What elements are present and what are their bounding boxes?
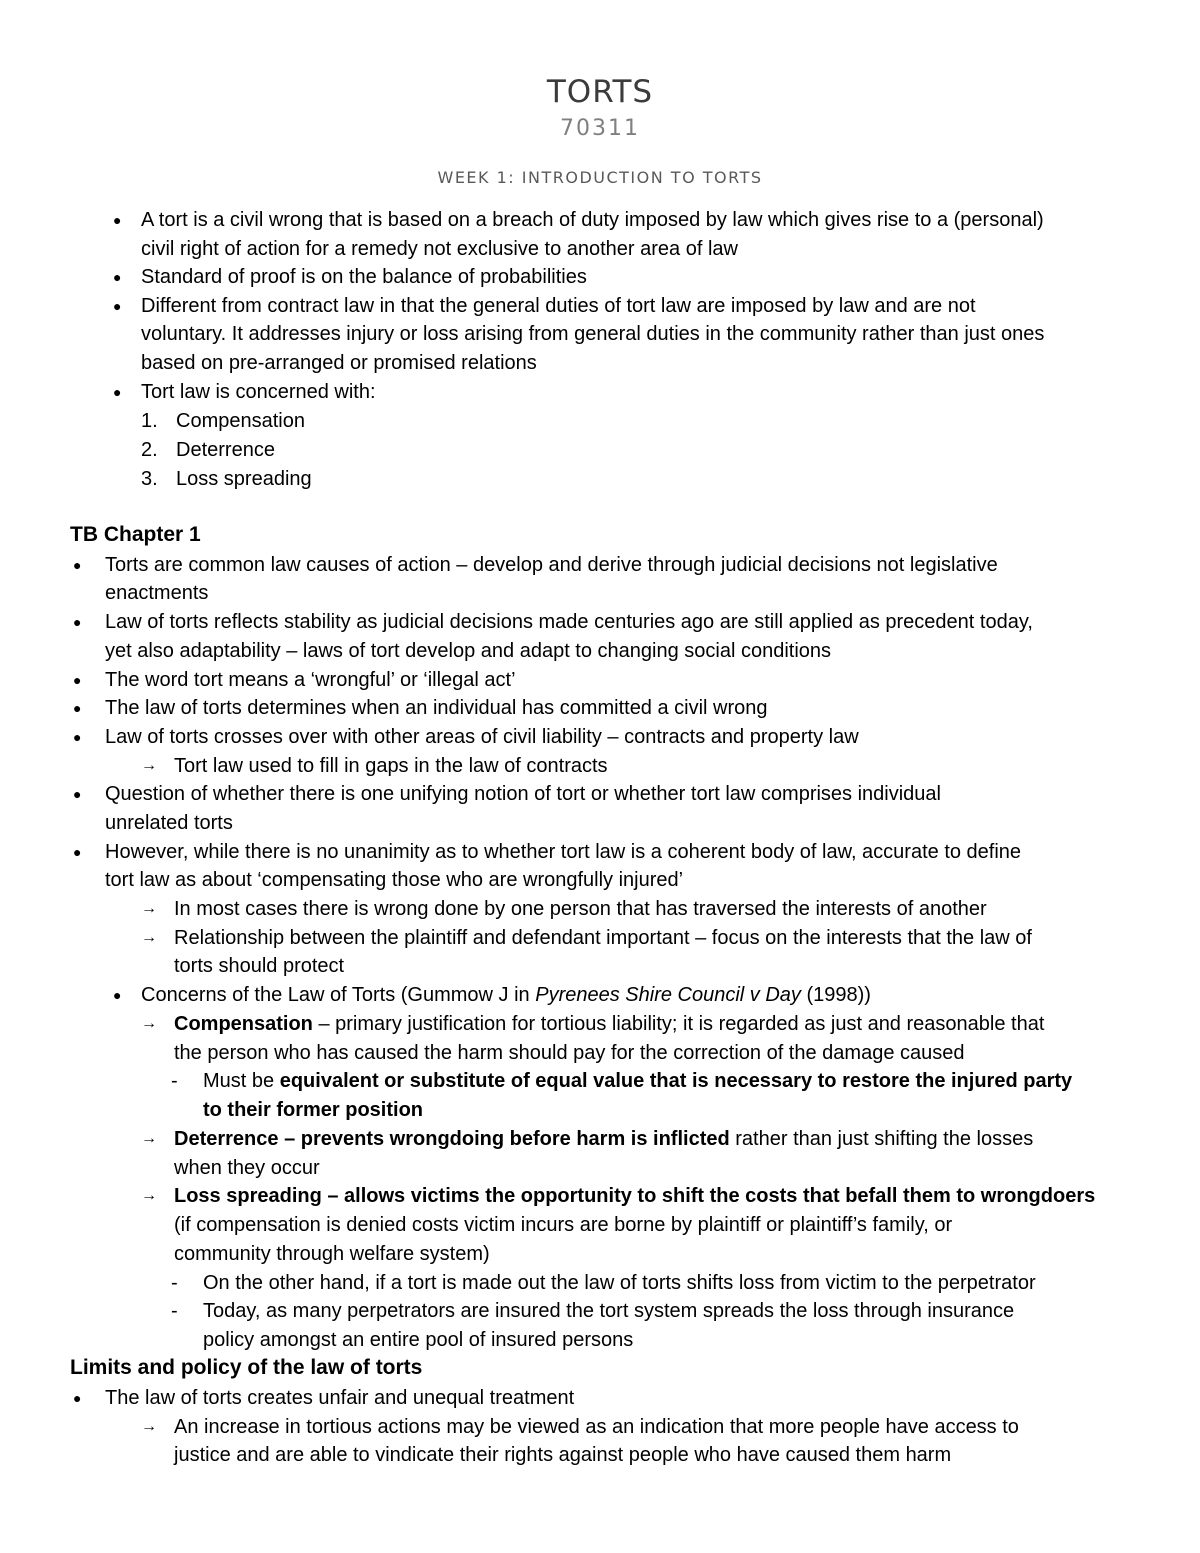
arrow-icon: →: [141, 1418, 157, 1435]
text-line: when they occur: [174, 1157, 320, 1179]
text-line: tort law as about ‘compensating those who are wrongfully injured’: [105, 869, 684, 891]
bold-term: Compensation: [174, 1013, 313, 1035]
text-line: A tort is a civil wrong that is based on a breach of duty imposed by law which gives rise to a (personal): [141, 209, 1044, 231]
text-line: the person who has caused the harm should pay for the correction of the damage caused: [174, 1042, 965, 1064]
course-code: 70311: [560, 116, 640, 141]
arrow-icon: →: [141, 900, 157, 917]
text-line: Today, as many perpetrators are insured the tort system spreads the loss through insurance: [203, 1300, 1015, 1322]
bold-text: to their former position: [203, 1099, 423, 1121]
text-line: The word tort means a ‘wrongful’ or ‘illegal act’: [105, 669, 516, 691]
list-number: 1.: [141, 410, 158, 432]
list-number: 3.: [141, 468, 158, 490]
arrow-icon: →: [141, 1015, 157, 1032]
bullet-icon: ●: [73, 672, 82, 688]
text-line: On the other hand, if a tort is made out the law of torts shifts loss from victim to the perpetrator: [203, 1272, 1036, 1294]
bold-text: equivalent or substitute of equal value that is necessary to restore the injured party: [279, 1070, 1073, 1092]
document-title: TORTS: [546, 74, 654, 110]
text-run: – primary justification for tortious liability; it is regarded as just and reasonable that: [312, 1013, 1045, 1035]
text-line: unrelated torts: [105, 812, 233, 834]
text-line: [203, 1069, 1072, 1093]
text-line: enactments: [105, 582, 209, 604]
list-item: Compensation: [176, 410, 305, 432]
text-line: [174, 1012, 1044, 1036]
bullet-icon: ●: [73, 729, 82, 745]
text-line: [174, 1127, 1033, 1151]
text-line: Standard of proof is on the balance of probabilities: [141, 266, 587, 288]
arrow-icon: →: [141, 1130, 157, 1147]
dash-icon: -: [171, 1272, 178, 1294]
week-heading: WEEK 1: INTRODUCTION TO TORTS: [437, 168, 763, 187]
text-run: rather than just shifting the losses: [729, 1128, 1034, 1150]
text-line: Tort law is concerned with:: [141, 381, 376, 403]
section-heading: Limits and policy of the law of torts: [70, 1356, 423, 1379]
text-line: (if compensation is denied costs victim incurs are borne by plaintiff or plaintiff’s family, or: [174, 1214, 953, 1236]
text-line: Law of torts reflects stability as judicial decisions made centuries ago are still applied as precedent today,: [105, 611, 1033, 633]
bold-text: Loss spreading – allows victims the opportunity to shift the costs that befall them to wrongdoers: [174, 1185, 1096, 1207]
arrow-icon: →: [141, 1187, 157, 1204]
bold-term: Deterrence: [174, 1128, 279, 1150]
bold-text: – prevents wrongdoing before harm is inflicted: [278, 1128, 730, 1150]
text-line: An increase in tortious actions may be viewed as an indication that more people have access to: [174, 1416, 1019, 1438]
bullet-icon: ●: [113, 269, 122, 285]
bullet-icon: ●: [73, 844, 82, 860]
text-line: torts should protect: [174, 955, 345, 977]
text-run: Concerns of the Law of Torts (Gummow J in: [141, 984, 536, 1006]
text-line: The law of torts determines when an individual has committed a civil wrong: [105, 697, 768, 719]
section-heading: TB Chapter 1: [70, 523, 201, 546]
bullet-icon: ●: [73, 614, 82, 630]
text-line: yet also adaptability – laws of tort develop and adapt to changing social conditions: [105, 640, 832, 662]
text-line: Question of whether there is one unifying notion of tort or whether tort law comprises individual: [105, 783, 941, 805]
arrow-icon: →: [141, 757, 157, 774]
text-line: Different from contract law in that the general duties of tort law are imposed by law and are not: [141, 295, 976, 317]
list-number: 2.: [141, 439, 158, 461]
text-line: voluntary. It addresses injury or loss arising from general duties in the community rather than just ones: [141, 323, 1045, 345]
bullet-icon: ●: [73, 557, 82, 573]
bullet-icon: ●: [73, 700, 82, 716]
text-line: Tort law used to fill in gaps in the law of contracts: [174, 755, 608, 777]
text-run: Must be: [203, 1070, 280, 1092]
bullet-icon: ●: [73, 1390, 82, 1406]
text-line: Relationship between the plaintiff and defendant important – focus on the interests that the law of: [174, 927, 1032, 949]
text-line: [141, 983, 871, 1007]
list-item: Loss spreading: [176, 468, 312, 490]
text-line: The law of torts creates unfair and unequal treatment: [105, 1387, 575, 1409]
dash-icon: -: [171, 1300, 178, 1322]
text-run: (1998)): [800, 984, 871, 1006]
arrow-icon: →: [141, 929, 157, 946]
text-line: [203, 1098, 423, 1122]
text-line: justice and are able to vindicate their rights against people who have caused them harm: [174, 1444, 952, 1466]
text-line: community through welfare system): [174, 1243, 490, 1265]
bullet-icon: ●: [113, 298, 122, 314]
text-line: Law of torts crosses over with other areas of civil liability – contracts and property law: [105, 726, 859, 748]
bullet-icon: ●: [113, 212, 122, 228]
bullet-icon: ●: [113, 384, 122, 400]
text-line: civil right of action for a remedy not exclusive to another area of law: [141, 238, 738, 260]
text-line: In most cases there is wrong done by one person that has traversed the interests of another: [174, 898, 987, 920]
list-item: Deterrence: [176, 439, 275, 461]
dash-icon: -: [171, 1070, 178, 1092]
text-line: [174, 1184, 1095, 1208]
bullet-icon: ●: [113, 987, 122, 1003]
text-line: based on pre-arranged or promised relations: [141, 352, 537, 374]
case-name: Pyrenees Shire Council v Day: [535, 984, 801, 1006]
bullet-icon: ●: [73, 786, 82, 802]
text-line: However, while there is no unanimity as to whether tort law is a coherent body of law, accurate to define: [105, 841, 1022, 863]
text-line: Torts are common law causes of action – develop and derive through judicial decisions not legislative: [105, 554, 998, 576]
text-line: policy amongst an entire pool of insured persons: [203, 1329, 634, 1351]
